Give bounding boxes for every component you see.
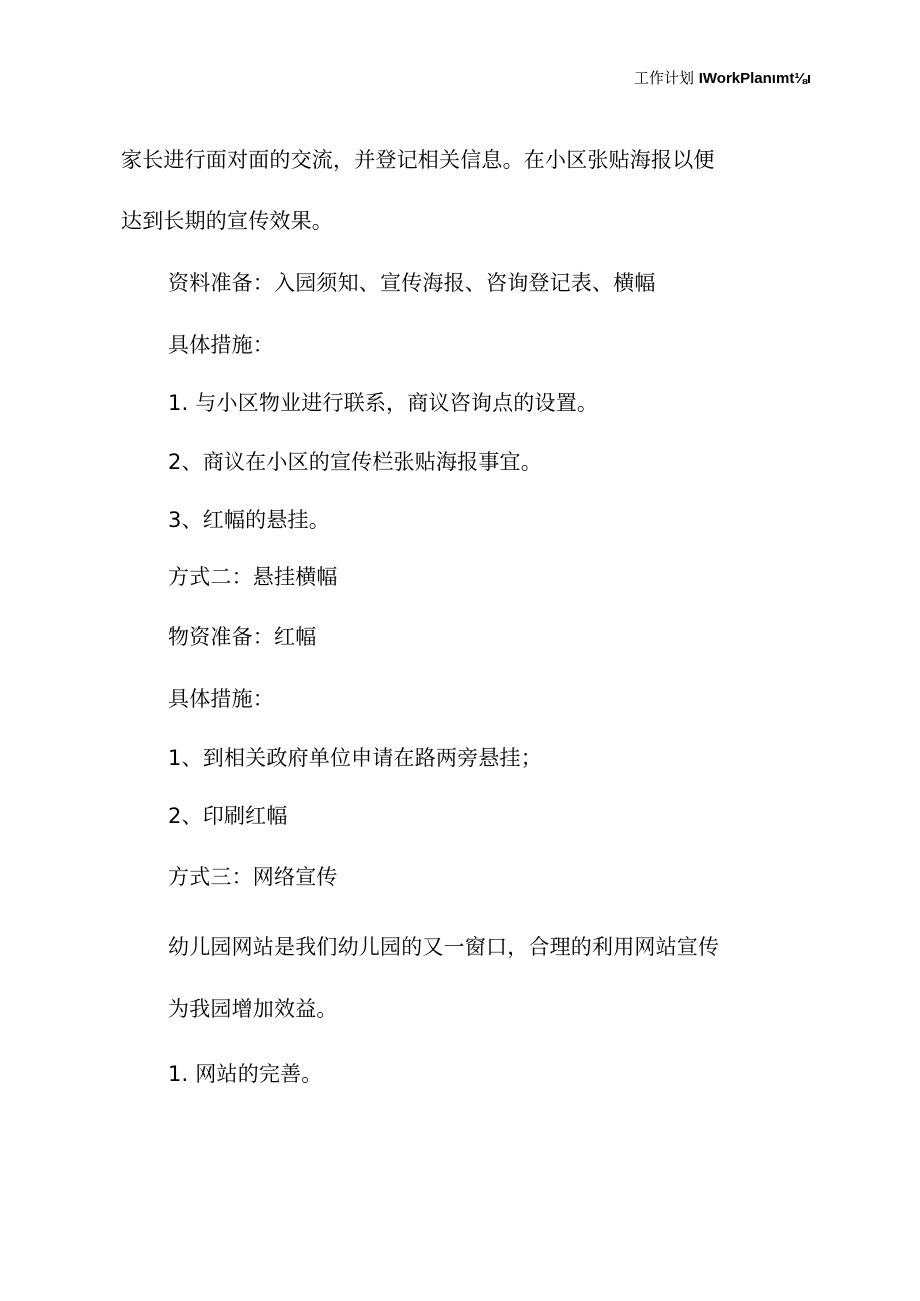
list-item: 1. 网站的完善。 xyxy=(168,1062,323,1086)
paragraph-line: 达到长期的宣传效果。 xyxy=(121,209,333,233)
list-item: 2、印刷红幅 xyxy=(168,804,288,828)
paragraph-line: 为我园增加效益。 xyxy=(168,997,338,1021)
measures-heading: 具体措施： xyxy=(168,333,274,357)
paragraph-line: 家长进行面对面的交流，并登记相关信息。在小区张贴海报以便 xyxy=(121,148,715,172)
list-item: 3、红幅的悬挂。 xyxy=(168,508,330,532)
header-title-cn: 工作计划 xyxy=(633,69,699,87)
header-title-en: IWorkPlanımt⅛ı xyxy=(698,70,811,87)
list-item: 2、商议在小区的宣传栏张贴海报事宜。 xyxy=(168,450,542,474)
list-item: 1、到相关政府单位申请在路两旁悬挂； xyxy=(168,746,542,770)
page-header xyxy=(634,68,811,89)
method-heading: 方式三：网络宣传 xyxy=(168,865,338,889)
materials-line: 物资准备：红幅 xyxy=(168,625,317,649)
list-item: 1. 与小区物业进行联系，商议咨询点的设置。 xyxy=(168,391,599,415)
materials-line: 资料准备：入园须知、宣传海报、咨询登记表、横幅 xyxy=(168,271,656,295)
method-heading: 方式二：悬挂横幅 xyxy=(168,565,338,589)
paragraph-line: 幼儿园网站是我们幼儿园的又一窗口，合理的利用网站宣传 xyxy=(168,935,720,959)
measures-heading: 具体措施： xyxy=(168,687,274,711)
